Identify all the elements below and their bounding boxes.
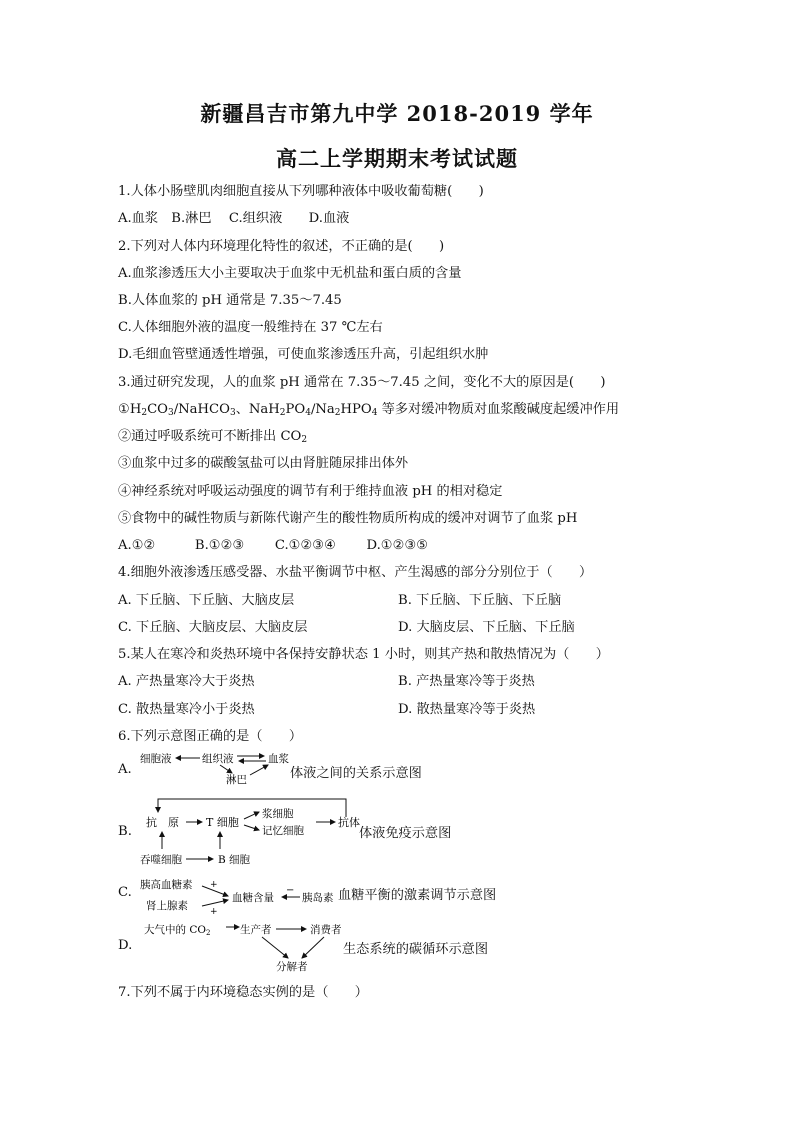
q3-statement-2: ②通过呼吸系统可不断排出 $CO_2$ [118, 429, 308, 445]
q6-b-node-memory-cell: 记忆细胞 [262, 825, 304, 837]
q6-a-node-tissue-fluid: 组织液 [202, 753, 234, 765]
q3-statement-3: ③血浆中过多的碳酸氢盐可以由肾脏随尿排出体外 [118, 456, 409, 471]
q6-c-plus-1: + [210, 880, 218, 890]
q6-stem: 6.下列示意图正确的是（ ） [118, 729, 303, 744]
q6-b-node-plasma-cell: 浆细胞 [262, 808, 294, 820]
q7-stem: 7.下列不属于内环境稳态实例的是（ ） [118, 985, 368, 1000]
q6-a-node-lymph: 淋巴 [226, 774, 247, 786]
q6-b-node-t-cell: T 细胞 [206, 816, 239, 829]
q6-b-arrow-2 [244, 812, 259, 819]
q6-a-node-plasma: 血浆 [268, 753, 289, 765]
page-subtitle: 高二上学期期末考试试题 [276, 146, 518, 171]
q6-c-minus: − [286, 885, 295, 896]
q6-a-letter: A. [118, 762, 132, 777]
q6-b-arrow-3 [244, 825, 259, 830]
q6-diagram-a [140, 748, 300, 790]
q5-option-b: B. 产热量寒冷等于炎热 [398, 674, 535, 689]
q6-c-letter: C. [118, 885, 132, 900]
q6-b-arrow-feedback [158, 799, 346, 817]
q3-stem: 3.通过研究发现，人的血浆 pH 通常在 7.35～7.45 之间，变化不大的原因是( ) [118, 375, 606, 390]
q6-c-node-blood-sugar: 血糖含量 [232, 892, 274, 904]
q6-c-node-insulin: 胰岛素 [302, 892, 334, 904]
q6-c-caption: 血糖平衡的激素调节示意图 [338, 888, 497, 903]
q6-c-arrow-2 [202, 900, 228, 906]
q3-statement-4: ④神经系统对呼吸运动强度的调节有利于维持血液 pH 的相对稳定 [118, 484, 503, 499]
q2-option-d: D.毛细血管壁通透性增强，可使血浆渗透压升高，引起组织水肿 [118, 347, 489, 362]
q6-b-node-antigen: 抗 原 [146, 816, 179, 829]
q6-b-node-b-cell: B 细胞 [218, 854, 251, 866]
q6-d-node-consumer: 消费者 [310, 924, 342, 936]
q1-options: A.血浆 B.淋巴 C.组织液 D.血液 [118, 211, 350, 226]
q6-a-node-cell-fluid: 细胞液 [140, 753, 172, 765]
q3-statement-5: ⑤食物中的碱性物质与新陈代谢产生的酸性物质所构成的缓冲对调节了血浆 pH [118, 511, 578, 526]
q1-stem: 1.人体小肠壁肌肉细胞直接从下列哪种液体中吸收葡萄糖( ) [118, 184, 484, 199]
q4-option-c: C. 下丘脑、大脑皮层、大脑皮层 [118, 620, 308, 635]
q6-d-node-co2: 大气中的 CO2 [144, 924, 211, 937]
q6-d-letter: D. [118, 938, 133, 953]
q5-option-c: C. 散热量寒冷小于炎热 [118, 702, 255, 717]
q2-option-a: A.血浆渗透压大小主要取决于血浆中无机盐和蛋白质的含量 [118, 266, 462, 281]
q3-options: A.①② B.①②③ C.①②③④ D.①②③⑤ [118, 538, 429, 553]
q6-a-arrow-5 [250, 765, 268, 775]
q6-diagram-d [140, 918, 345, 976]
q2-stem: 2.下列对人体内环境理化特性的叙述，不正确的是( ) [118, 239, 445, 254]
q6-d-arrow-3 [262, 937, 288, 958]
q4-option-b: B. 下丘脑、下丘脑、下丘脑 [398, 593, 562, 608]
q4-option-d: D. 大脑皮层、下丘脑、下丘脑 [398, 620, 575, 635]
q6-d-node-producer: 生产者 [240, 924, 272, 936]
q6-c-plus-2: + [210, 907, 218, 916]
q4-option-a: A. 下丘脑、下丘脑、大脑皮层 [118, 593, 295, 608]
q6-c-node-adrenaline: 肾上腺素 [146, 900, 188, 912]
page-title: 新疆昌吉市第九中学 2018-2019 学年 [200, 101, 594, 126]
q6-b-node-antibody: 抗体 [338, 816, 360, 829]
q6-a-caption: 体液之间的关系示意图 [290, 766, 422, 781]
q6-b-node-phagocyte: 吞噬细胞 [140, 854, 182, 866]
q6-d-caption: 生态系统的碳循环示意图 [343, 942, 489, 957]
q4-stem: 4.细胞外液渗透压感受器、水盐平衡调节中枢、产生渴感的部分分别位于（ ） [118, 565, 593, 580]
q6-b-caption: 体液免疫示意图 [359, 826, 452, 841]
q6-c-node-glucagon: 胰高血糖素 [140, 879, 193, 891]
q2-option-b: B.人体血浆的 pH 通常是 7.35～7.45 [118, 293, 342, 308]
q6-b-letter: B. [118, 824, 132, 839]
q6-d-node-decomposer: 分解者 [276, 961, 308, 973]
q6-diagram-b [140, 795, 365, 867]
q5-option-d: D. 散热量寒冷等于炎热 [398, 702, 536, 717]
q6-diagram-c [140, 876, 340, 916]
q3-statement-1: $①H_2CO_3/NaHCO_3$、$NaH_2PO_4/Na_2HPO_4$ 等多对缓冲物质对血浆酸碱度起缓冲作用 [118, 402, 620, 418]
q6-a-arrow-4 [220, 765, 232, 773]
q5-option-a: A. 产热量寒冷大于炎热 [118, 674, 255, 689]
q5-stem: 5.某人在寒冷和炎热环境中各保持安静状态 1 小时，则其产热和散热情况为（ ） [118, 647, 609, 662]
q2-option-c: C.人体细胞外液的温度一般维持在 37 ℃左右 [118, 320, 383, 335]
q6-d-arrow-4 [302, 937, 324, 958]
